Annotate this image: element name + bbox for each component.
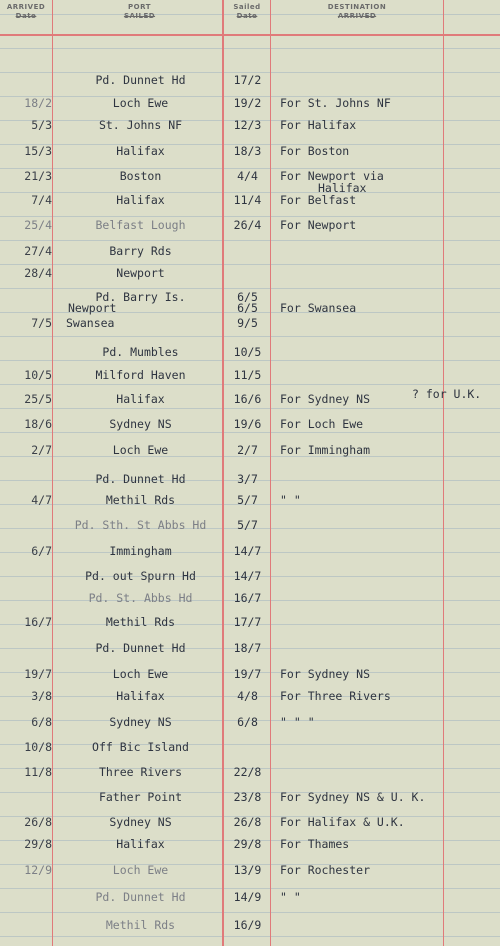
arrived-date: 28/4: [24, 266, 52, 280]
port-name: Belfast Lough: [95, 218, 186, 232]
sailed-date: 5/7: [237, 518, 258, 532]
sailed-date: 12/3: [233, 118, 262, 132]
arrived-date: 7/5: [31, 316, 52, 330]
port-name: Methil Rds: [105, 493, 176, 507]
sailed-date: 16/9: [233, 918, 262, 932]
arrived-date: 6/8: [31, 715, 52, 729]
arrived-date: 15/3: [24, 144, 52, 158]
sailed-date: 17/2: [233, 73, 262, 87]
destination-text: " ": [280, 890, 301, 904]
port-name: Methil Rds: [105, 918, 176, 932]
sailed-date: 17/7: [233, 615, 262, 629]
destination-text: " ": [280, 493, 301, 507]
port-name: Father Point: [98, 790, 183, 804]
arrived-date: 18/6: [24, 417, 52, 431]
destination-text: For Thames: [280, 837, 350, 851]
arrived-date: 5/3: [31, 118, 52, 132]
sailed-date: 18/7: [233, 641, 262, 655]
sailed-date: 14/7: [233, 569, 262, 583]
destination-text: For Boston: [280, 144, 350, 158]
port-name: Pd. Dunnet Hd: [95, 641, 186, 655]
sailed-date: 26/4: [233, 218, 262, 232]
header-port-label: PORT: [128, 3, 151, 11]
sailed-date: 23/8: [233, 790, 262, 804]
sailed-date: 19/7: [233, 667, 262, 681]
arrived-date: 7/4: [31, 193, 52, 207]
column-rule: [52, 0, 53, 946]
arrived-date: 21/3: [24, 169, 52, 183]
port-name: Pd. Mumbles: [102, 345, 179, 359]
arrived-date: 27/4: [24, 244, 52, 258]
arrived-date: 29/8: [24, 837, 52, 851]
header-destination-sub: ARRIVED: [337, 12, 377, 20]
sailed-date: 4/4: [237, 169, 258, 183]
port-name: Milford Haven: [95, 368, 186, 382]
header-port-sub: SAILED: [123, 12, 156, 20]
port-name: Halifax: [116, 689, 165, 703]
header-destination-label: DESTINATION: [327, 3, 387, 11]
port-name: Loch Ewe: [112, 667, 169, 681]
sailed-date: 11/5: [233, 368, 262, 382]
arrived-date: 3/8: [31, 689, 52, 703]
sailed-date: 26/8: [233, 815, 262, 829]
column-header: [0, 0, 500, 36]
sailed-date: 19/2: [233, 96, 262, 110]
destination-text: " " ": [280, 715, 315, 729]
sailed-date: 16/7: [233, 591, 262, 605]
port-name: Pd. St. Abbs Hd: [88, 591, 193, 605]
port-name: Boston: [119, 169, 162, 183]
port-name: Loch Ewe: [112, 96, 169, 110]
port-name: Three Rivers: [98, 765, 183, 779]
sailed-date: 13/9: [233, 863, 262, 877]
sailed-date: 14/9: [233, 890, 262, 904]
port-name: Pd. Barry Is.: [95, 290, 186, 304]
column-rule: [270, 0, 271, 946]
sailed-date: 16/6: [233, 392, 262, 406]
port-name: Methil Rds: [105, 615, 176, 629]
destination-text: For Swansea: [280, 301, 357, 315]
margin-note: ? for U.K.: [412, 387, 482, 401]
sailed-date: 29/8: [233, 837, 262, 851]
port-name: Halifax: [116, 837, 165, 851]
port-name: Sydney NS: [109, 815, 172, 829]
port-name: Off Bic Island: [92, 740, 189, 754]
sailed-date: 10/5: [233, 345, 262, 359]
destination-text: For Three Rivers: [280, 689, 391, 703]
destination-text: For Belfast: [280, 193, 357, 207]
destination-text: For Sydney NS & U. K.: [280, 790, 426, 804]
sailed-date: 6/5: [237, 290, 258, 304]
port-name: Loch Ewe: [112, 443, 169, 457]
sailed-date: 11/4: [233, 193, 262, 207]
header-sailed: [224, 3, 270, 21]
arrived-date: 12/9: [24, 863, 52, 877]
sailed-date: 4/8: [237, 689, 258, 703]
sailed-date: 19/6: [233, 417, 262, 431]
arrived-date: 26/8: [24, 815, 52, 829]
port-name: Pd. Dunnet Hd: [95, 472, 186, 486]
header-port: [56, 3, 223, 21]
destination-text: For Loch Ewe: [280, 417, 364, 431]
sailed-date: 9/5: [237, 316, 258, 330]
header-sailed-sub: Date: [236, 12, 258, 20]
port-name: Pd. Sth. St Abbs Hd: [74, 518, 207, 532]
destination-text: For Halifax: [280, 118, 357, 132]
header-arrived-label: ARRIVED: [6, 3, 46, 11]
destination-text: Halifax: [318, 181, 367, 195]
port-name: Swansea: [66, 316, 115, 330]
port-name: Sydney NS: [109, 417, 172, 431]
destination-text: For Newport via: [280, 169, 384, 183]
arrived-date: 6/7: [31, 544, 52, 558]
arrived-date: 11/8: [24, 765, 52, 779]
port-name: St. Johns NF: [98, 118, 183, 132]
sailed-date: 6/5: [237, 301, 258, 315]
destination-text: For Sydney NS: [280, 392, 371, 406]
arrived-date: 25/4: [24, 218, 52, 232]
destination-text: For Halifax & U.K.: [280, 815, 405, 829]
sailed-date: 2/7: [237, 443, 258, 457]
port-name: Immingham: [109, 544, 172, 558]
arrived-date: 10/8: [24, 740, 52, 754]
sailed-date: 18/3: [233, 144, 262, 158]
port-name: Newport: [68, 301, 117, 315]
destination-text: For Immingham: [280, 443, 371, 457]
port-name: Halifax: [116, 193, 165, 207]
arrived-date: 19/7: [24, 667, 52, 681]
sailed-date: 6/8: [237, 715, 258, 729]
header-arrived-sub: Date: [15, 12, 37, 20]
arrived-date: 16/7: [24, 615, 52, 629]
header-arrived: [0, 3, 52, 21]
port-name: Newport: [116, 266, 165, 280]
sailed-date: 14/7: [233, 544, 262, 558]
destination-text: For St. Johns NF: [280, 96, 391, 110]
arrived-date: 4/7: [31, 493, 52, 507]
port-name: Sydney NS: [109, 715, 172, 729]
port-name: Pd. Dunnet Hd: [95, 890, 186, 904]
destination-text: For Sydney NS: [280, 667, 371, 681]
port-name: Pd. out Spurn Hd: [85, 569, 196, 583]
arrived-date: 25/5: [24, 392, 52, 406]
port-name: Halifax: [116, 144, 165, 158]
arrived-date: 18/2: [24, 96, 52, 110]
destination-text: For Newport: [280, 218, 357, 232]
sailed-date: 3/7: [237, 472, 258, 486]
port-name: Pd. Dunnet Hd: [95, 73, 186, 87]
header-sailed-label: Sailed: [233, 3, 261, 11]
sailed-date: 5/7: [237, 493, 258, 507]
port-name: Loch Ewe: [112, 863, 169, 877]
sailed-date: 22/8: [233, 765, 262, 779]
destination-text: For Rochester: [280, 863, 371, 877]
arrived-date: 2/7: [31, 443, 52, 457]
port-name: Halifax: [116, 392, 165, 406]
header-destination: [272, 3, 442, 21]
arrived-date: 10/5: [24, 368, 52, 382]
column-rule: [443, 0, 444, 946]
port-name: Barry Rds: [109, 244, 172, 258]
